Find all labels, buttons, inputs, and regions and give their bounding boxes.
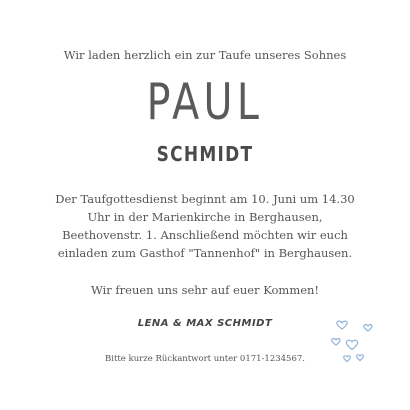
signature: LENA & MAX SCHMIDT — [137, 318, 273, 329]
details-line-3: Beethovenstr. 1. Anschließend möchten wir euch — [62, 228, 348, 242]
details-line-1: Der Taufgottesdienst beginnt am 10. Juni um 14.30 — [55, 192, 355, 206]
last-name: SCHMIDT — [156, 142, 254, 166]
details-line-2: Uhr in der Marienkirche in Berghausen, — [87, 210, 323, 224]
details-text — [0, 190, 410, 262]
first-name: PAUL — [146, 73, 264, 131]
rsvp-text: Bitte kurze Rückantwort unter 0171-1234567. — [105, 354, 305, 364]
details-line-4: einladen zum Gasthof "Tannenhof" in Berghausen. — [57, 246, 353, 260]
intro-text: Wir laden herzlich ein zur Taufe unseres Sohnes — [63, 48, 347, 62]
hearts-icon — [330, 315, 380, 365]
closing-text: Wir freuen uns sehr auf euer Kommen! — [90, 283, 320, 297]
